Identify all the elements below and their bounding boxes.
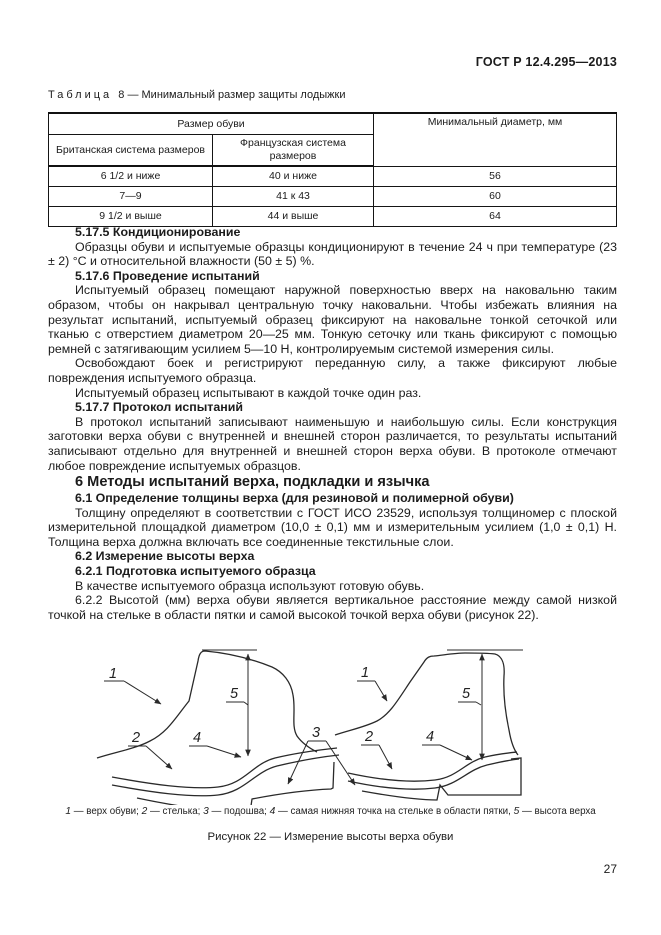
- table-header-british: Британская система размеров: [49, 135, 213, 167]
- callout-3-leaders: [288, 741, 355, 785]
- table-cell: 9 1/2 и выше: [49, 207, 213, 227]
- table-header-french: Французская система размеров: [213, 135, 374, 167]
- left-label-4-leader-arrow: [207, 746, 241, 757]
- table-row: [49, 187, 617, 207]
- right-label-1-leader-arrow: [375, 681, 387, 701]
- table-cell: 44 и выше: [213, 207, 374, 227]
- section-5-17-5-paragraph: Образцы обуви и испытуемые образцы кондиционируют в течение 24 ч при температуре (23 ± 2) °С и относительной влажности (50 ± 5) %.: [48, 239, 617, 269]
- ankle-protection-size-table: [48, 112, 617, 227]
- right-callout-2: 2: [365, 729, 374, 745]
- left-callout-1: 1: [109, 666, 118, 682]
- section-6-2-1-paragraph: В качестве испытуемого образца используют готовую обувь.: [75, 578, 425, 593]
- label-3-right-leader-arrow: [326, 741, 355, 785]
- table-row: [49, 166, 617, 187]
- document-code-header: ГОСТ Р 12.4.295—2013: [475, 55, 617, 69]
- left-boot-sole: [137, 762, 334, 805]
- legend-number: 2: [141, 806, 148, 817]
- left-boot-insole-top-line: [112, 748, 337, 788]
- table-cell: 7—9: [49, 187, 213, 207]
- table-title-number: 8: [118, 89, 125, 101]
- left-callout-4: 4: [193, 730, 202, 746]
- table-cell: 41 к 43: [213, 187, 374, 207]
- legend-number: 4: [269, 806, 276, 817]
- section-5-17-6-paragraph-1: Испытуемый образец помещают наружной поверхностью вверх на наковальню таким образом, чтобы он накрывал центральную точку наковальни. Чтобы избежать влияния на результат испытаний, испытуемый образец фиксируют на наковальне тонкой сеточкой или тканью с отверстием диаметром 20—25 мм. Тонкую сеточку или ткань фиксируют с помощью ремней с затягивающим усилием 5—10 Н, контролируемым системой измерения силы.: [48, 283, 617, 356]
- right-boot-insole-bottom-line: [348, 759, 519, 789]
- figure-22-boot-diagram: [50, 645, 620, 805]
- figure-legend: 1 — верх обуви; 2 — стелька; 3 — подошва; 4 — самая нижняя точка на стельке в области пятки, 5 — высота верха: [65, 806, 596, 817]
- left-boot-insole-bottom-line: [112, 755, 339, 796]
- right-callout-4: 4: [426, 729, 435, 745]
- section-6-2-1-heading: 6.2.1 Подготовка испытуемого образца: [75, 564, 316, 579]
- table-header-diameter: Минимальный диаметр, мм: [374, 113, 617, 166]
- table-title-text: Минимальный размер защиты лодыжки: [141, 89, 346, 101]
- table-title: [48, 89, 617, 101]
- table-title-word: Таблица: [48, 89, 113, 101]
- left-callout-5: 5: [230, 686, 239, 702]
- section-6-1-heading: 6.1 Определение толщины верха (для резиновой и полимерной обуви): [75, 491, 514, 506]
- table-row: [49, 207, 617, 227]
- left-boot-upper: [97, 651, 317, 758]
- page-number: 27: [603, 862, 617, 876]
- body-text-block: [48, 225, 617, 622]
- table-title-dash: —: [127, 89, 139, 101]
- right-boot-dimension-lines: [357, 650, 523, 769]
- left-label-5-connector: [244, 702, 248, 705]
- left-boot-dimension-lines: [104, 650, 257, 769]
- left-callout-2: 2: [132, 730, 141, 746]
- section-5-17-6-paragraph-2: Освобождают боек и регистрируют переданную силу, а также фиксируют любые повреждения испытуемого образца.: [48, 356, 617, 385]
- table-cell: 6 1/2 и ниже: [49, 166, 213, 187]
- section-5-17-7-heading: 5.17.7 Протокол испытаний: [75, 400, 243, 415]
- section-6-1-paragraph: Толщину определяют в соответствии с ГОСТ ИСО 23529, используя толщиномер с плоской измерительной площадкой диаметром (10,0 ± 0,1) мм и измерительным усилием (1,0 ± 0,1) Н. Толщина верха должна включать все соединенные текстильные слои.: [48, 505, 617, 549]
- legend-number: 5: [513, 806, 520, 817]
- left-label-2-leader-arrow: [146, 746, 172, 769]
- section-6-2-heading: 6.2 Измерение высоты верха: [75, 549, 255, 564]
- right-callout-5: 5: [462, 686, 471, 702]
- section-6-heading: 6 Методы испытаний верха, подкладки и язычка: [75, 474, 430, 491]
- right-label-4-leader-arrow: [440, 745, 472, 760]
- callout-3: 3: [312, 725, 321, 741]
- figure-caption: Рисунок 22 — Измерение высоты верха обуви: [207, 831, 454, 843]
- section-5-17-7-paragraph: В протокол испытаний записывают наименьшую и наибольшую силы. Если конструкция заготовки верха обуви с внутренней и внешней сторон различается, то результаты испытаний записывают отдельно для внутренней и внешней сторон верха обуви. В протоколе отмечают любое повреждение испытуемых образцов.: [48, 414, 617, 473]
- table-cell: 64: [374, 207, 617, 227]
- left-boot-outline: [97, 651, 339, 805]
- table-cell: 56: [374, 166, 617, 187]
- boot-measurement-drawing: [50, 645, 620, 805]
- table-cell: 40 и ниже: [213, 166, 374, 187]
- section-6-2-2-paragraph: 6.2.2 Высотой (мм) верха обуви является вертикальное расстояние между самой низкой точкой на стельке в области пятки и самой высокой точкой верха обуви (рисунок 22).: [48, 593, 617, 622]
- legend-number: 1: [65, 806, 71, 817]
- table-cell: 60: [374, 187, 617, 207]
- legend-number: 3: [203, 806, 209, 817]
- right-label-2-leader-arrow: [379, 745, 392, 769]
- section-5-17-6-heading: 5.17.6 Проведение испытаний: [75, 268, 260, 283]
- table-header-size-group: Размер обуви: [49, 113, 374, 135]
- right-label-5-connector: [476, 702, 481, 705]
- right-boot-insole-top-line: [348, 752, 517, 781]
- section-5-17-6-paragraph-3: Испытуемый образец испытывают в каждой точке один раз.: [75, 385, 422, 400]
- section-5-17-5-heading: 5.17.5 Кондиционирование: [75, 225, 241, 239]
- right-callout-1: 1: [361, 665, 370, 681]
- left-label-1-leader-arrow: [124, 681, 161, 704]
